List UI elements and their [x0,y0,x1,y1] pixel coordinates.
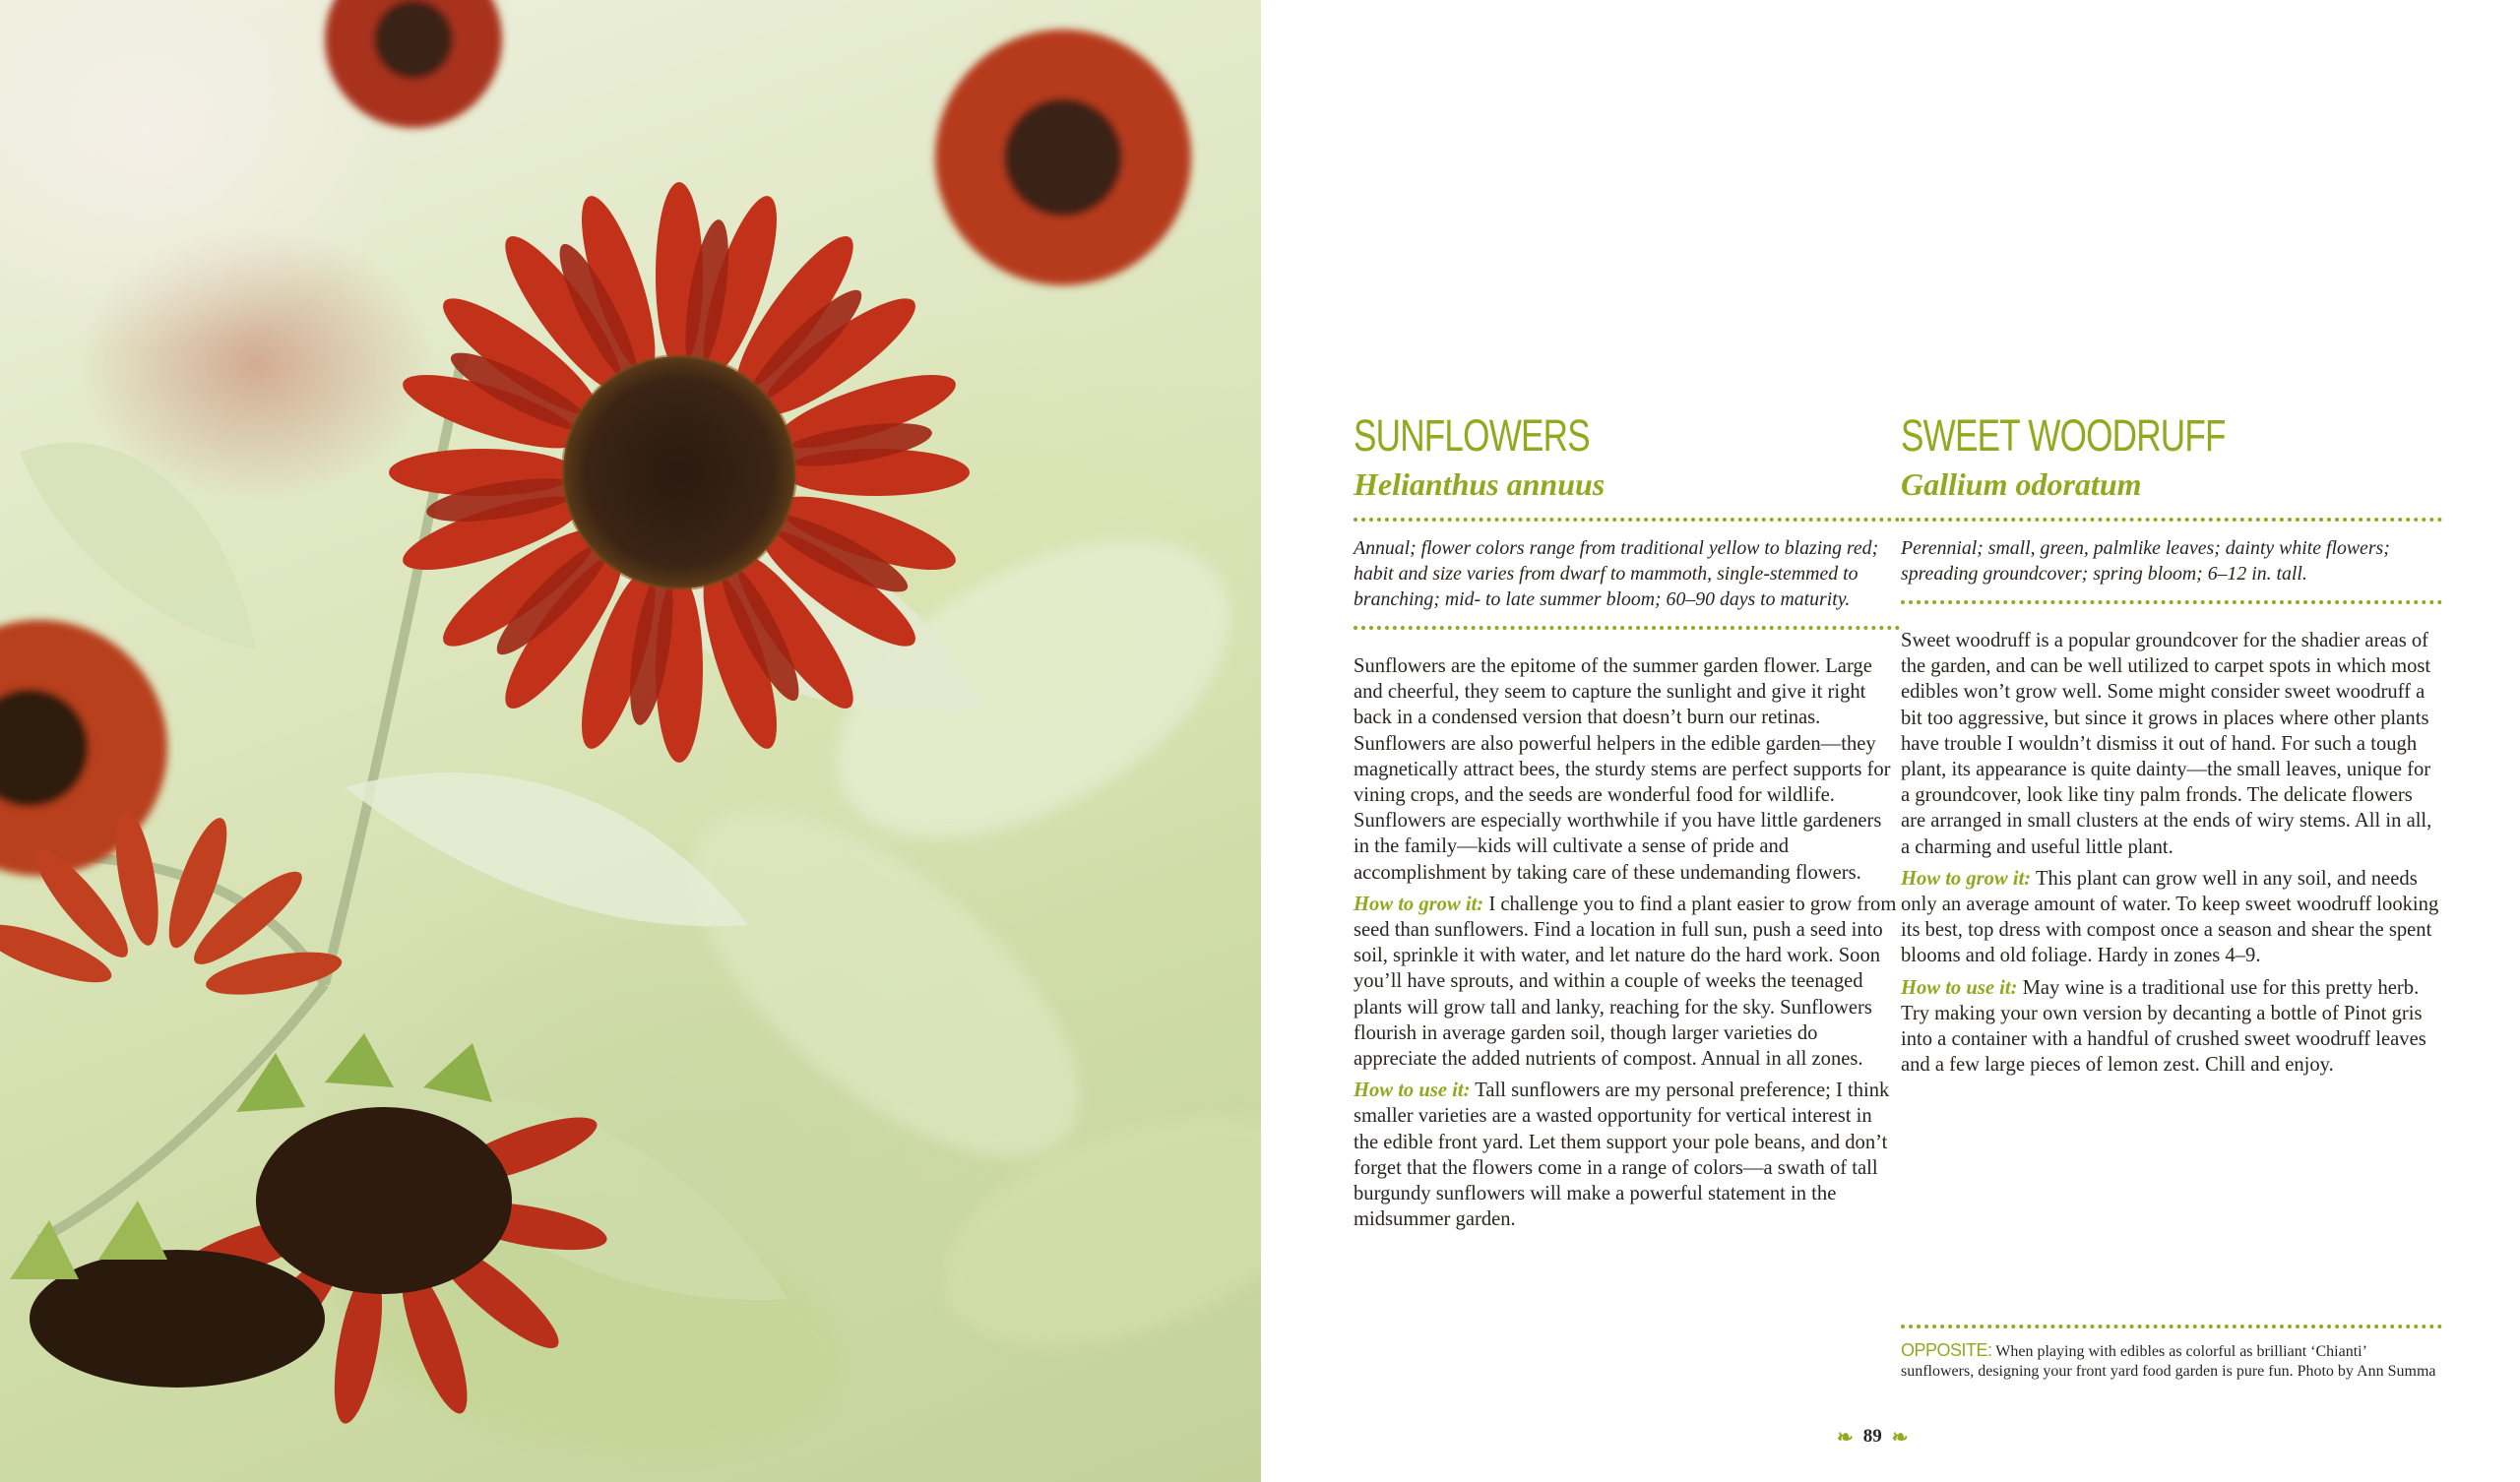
leaf-ornament-icon: ❧ [1891,1426,1909,1449]
use-label: How to use it: [1901,976,2018,999]
page-number: 89 [1862,1426,1882,1447]
grow-text: I challenge you to find a plant easier to grow from seed than sunflowers. Find a location in full sun, push a seed into soil, sprinkle it with water, and let nature do the hard work. Soon you’ll have sprouts, and within a couple of weeks the teenaged plants will grow tall and lanky, reaching for the sky. Sunflowers flourish in average garden soil, though larger varieties do appreciate the added nutrients of compost. Annual in all zones. [1354,893,1897,1071]
dotted-rule [1901,1325,2442,1328]
entry-heading: SUNFLOWERS [1354,410,1590,461]
sweet-woodruff-entry [1901,411,2442,1083]
use-paragraph [1901,975,2442,1079]
grow-paragraph [1354,892,1900,1072]
use-text: Tall sunflowers are my personal preference; I think smaller varieties are a wasted opportunity for vertical interest in the edible front yard. Let them support your pole beans, and don’t forget that the flowers come in a range of colors—a swath of tall burgundy sunflowers will make a powerful statement in the midsummer garden. [1354,1080,1890,1231]
latin-name: Gallium odoratum [1901,466,2142,502]
caption-text: When playing with edibles as colorful as brilliant ‘Chianti’ sunflowers, designing your front yard food garden is pure fun. Photo by Ann Summa [1901,1343,2436,1380]
leaf-ornament-icon: ❧ [1837,1426,1854,1449]
grow-label: How to grow it: [1354,893,1484,915]
dotted-rule [1354,518,1900,522]
dotted-rule [1354,626,1900,630]
use-label: How to use it: [1354,1080,1471,1102]
sunflowers-entry [1354,411,1900,1238]
caption-label: OPPOSITE: [1901,1340,1992,1360]
entry-body [1901,628,2442,1078]
use-text: May wine is a traditional use for this pretty herb. Try making your own version by decanting a bottle of Pinot gris into a container with a handful of crushed sweet woodruff leaves and a few large pieces of lemon zest. Chill and enjoy. [1901,976,2426,1077]
grow-paragraph [1901,866,2442,969]
grow-label: How to grow it: [1901,867,2032,890]
photo-caption [1901,1325,2442,1382]
grow-text: This plant can grow well in any soil, and needs only an average amount of water. To keep sweet woodruff looking its best, top dress with compost once a season and shear the spent blooms and old foliage. Hardy in zones 4–9. [1901,867,2439,967]
latin-name: Helianthus annuus [1354,466,1606,502]
text-page [1261,0,2520,1482]
intro-paragraph: Sweet woodruff is a popular groundcover for the shadier areas of the garden, and can be well utilized to carpet spots in which most edibles won’t grow well. Some might consider sweet woodruff a bit too aggressive, but since it grows in places where other plants have trouble I wouldn’t dismiss it out of hand. For such a tough plant, its appearance is quite dainty—the small leaves, unique for a groundcover, look like tiny palm fronds. The delicate flowers are arranged in small clusters at the ends of wiry stems. All in all, a charming and useful little plant. [1901,630,2432,858]
dotted-rule [1901,600,2442,604]
page-folio [1837,1422,2034,1451]
plant-summary: Perennial; small, green, palmlike leaves; dainty white flowers; spreading groundcover; spring bloom; 6–12 in. tall. [1901,537,2390,585]
use-paragraph [1354,1078,1900,1232]
entry-body [1354,653,1900,1232]
entry-heading: SWEET WOODRUFF [1901,410,2226,461]
dotted-rule [1901,518,2442,522]
intro-paragraph: Sunflowers are the epitome of the summer garden flower. Large and cheerful, they seem to capture the sunlight and give it right back in a condensed version that doesn’t burn our retinas. Sunflowers are also powerful helpers in the edible garden—they magnetically attract bees, the sturdy stems are perfect supports for vining crops, and the seeds are wonderful food for wildlife. Sunflowers are especially worthwhile if you have little gardeners in the family—kids will cultivate a sense of pride and accomplishment by taking care of these undemanding flowers. [1354,655,1891,884]
plant-summary: Annual; flower colors range from traditional yellow to blazing red; habit and size varies from dwarf to mammoth, single-stemmed to branching; mid- to late summer bloom; 60–90 days to maturity. [1354,537,1879,610]
